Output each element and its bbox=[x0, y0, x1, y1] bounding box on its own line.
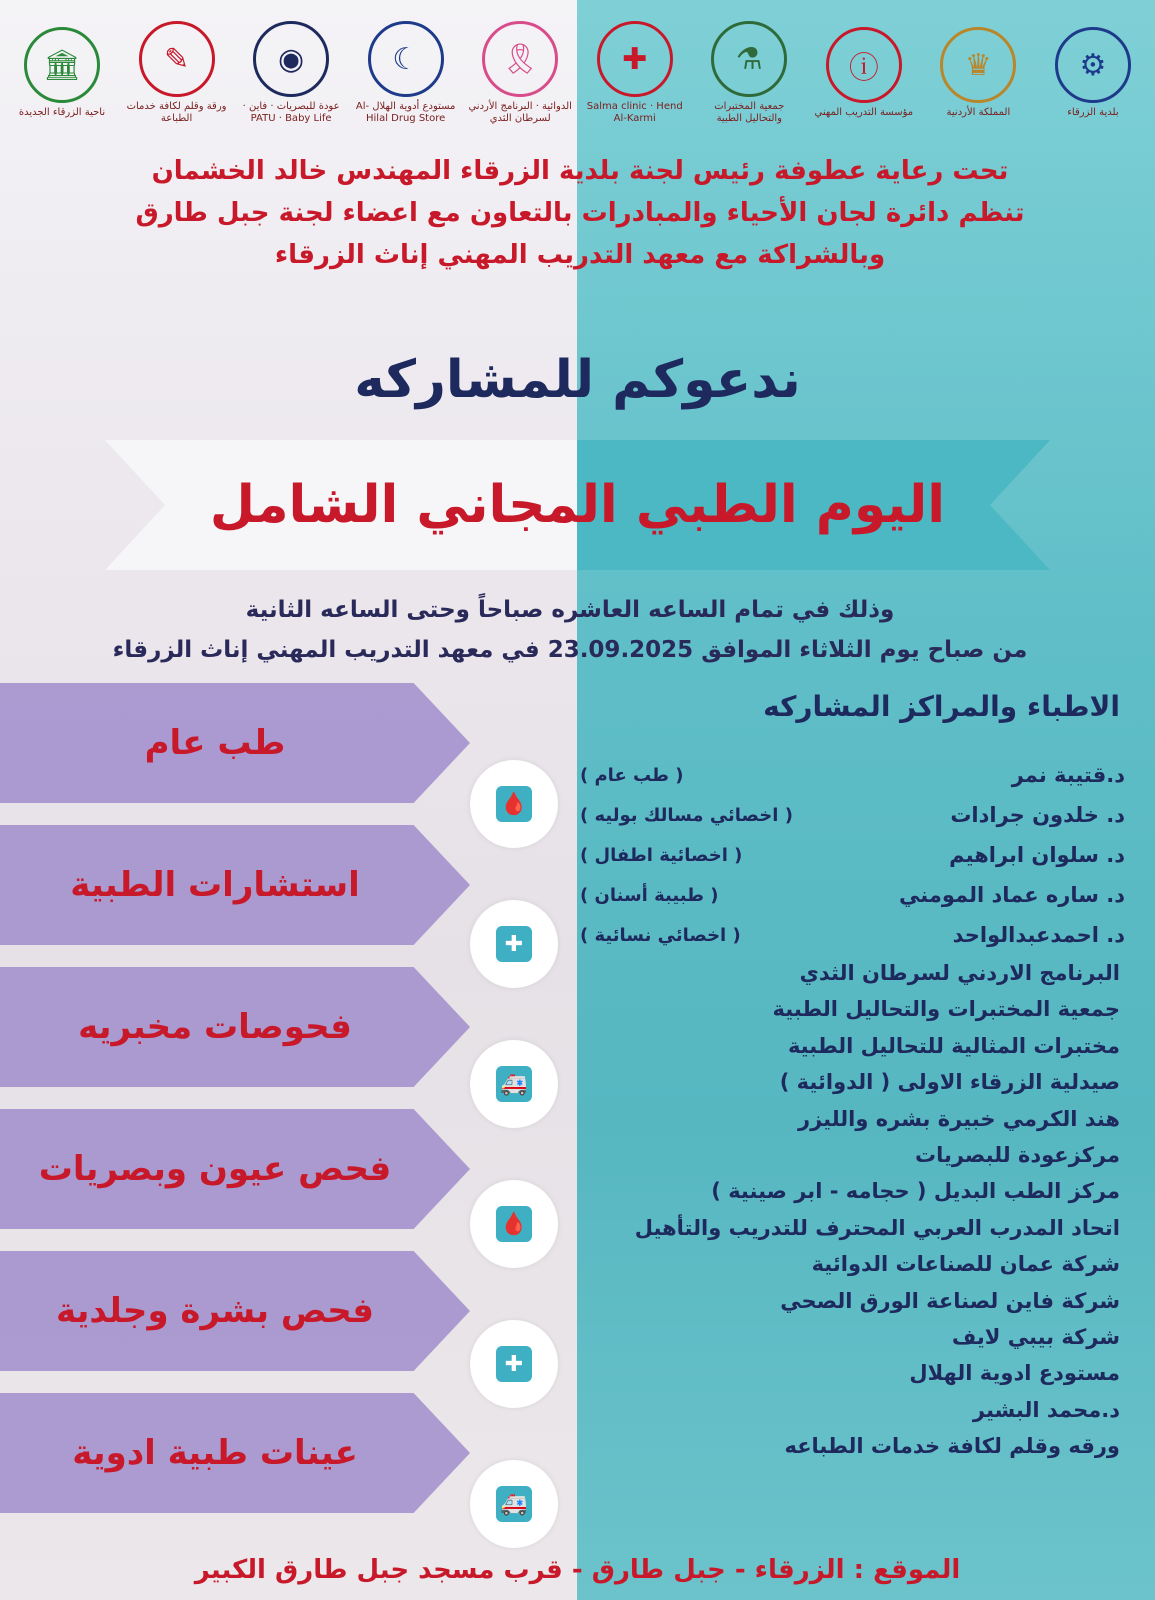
event-time bbox=[80, 590, 1060, 670]
icon-badge bbox=[470, 1320, 558, 1408]
sponsor-caption: ورقة وقلم لكافة خدمات الطباعة bbox=[126, 101, 227, 124]
municipal-building-icon: 🏛 bbox=[24, 27, 100, 103]
sponsor-logo bbox=[468, 18, 572, 128]
sponsor-logo bbox=[812, 18, 916, 128]
doctor-row bbox=[560, 795, 1125, 835]
organization-item: د.محمد البشير bbox=[972, 1397, 1120, 1422]
sponsor-caption: الدوائية · البرنامج الأردني لسرطان الثدي bbox=[468, 101, 572, 124]
service-item bbox=[0, 1109, 470, 1229]
organization-item: جمعية المختبرات والتحاليل الطبية bbox=[772, 997, 1120, 1022]
service-label: فحص عيون وبصريات bbox=[38, 1149, 392, 1189]
doctor-specialty: ( طب عام ) bbox=[580, 764, 684, 786]
doctor-name: د. ساره عماد المومني bbox=[899, 883, 1125, 907]
zarqa-icon: ⚙ bbox=[1055, 27, 1131, 103]
sponsor-logo bbox=[10, 18, 114, 128]
time-line-2: من صباح يوم الثلاثاء الموافق 23.09.2025 في معهد التدريب المهني إناث الزرقاء bbox=[112, 637, 1028, 663]
icons-column bbox=[468, 760, 558, 1600]
organization-item: مركزعودة للبصريات bbox=[915, 1143, 1120, 1168]
organization-item: اتحاد المدرب العربي المحترف للتدريب والتأهيل bbox=[634, 1215, 1120, 1240]
service-label: فحص بشرة وجلدية bbox=[56, 1291, 374, 1331]
organization-item: شركة عمان للصناعات الدوائية bbox=[811, 1252, 1120, 1277]
organization-item: ورقه وقلم لكافة خدمات الطباعه bbox=[784, 1434, 1120, 1459]
sponsor-logo bbox=[1041, 18, 1145, 128]
doctor-specialty: ( اخصائية اطفال ) bbox=[580, 844, 743, 866]
service-item bbox=[0, 683, 470, 803]
sponsor-caption: جمعية المختبرات والتحاليل الطبية bbox=[714, 101, 785, 124]
service-label: طب عام bbox=[144, 723, 286, 763]
sponsor-logo bbox=[926, 18, 1030, 128]
sponsor-caption: Salma clinic · Hend Al-Karmi bbox=[586, 101, 683, 124]
event-title: اليوم الطبي المجاني الشامل bbox=[209, 475, 946, 535]
doctor-name: د. خلدون جرادات bbox=[950, 803, 1125, 827]
ambulance-icon: 🚑 bbox=[496, 1486, 532, 1522]
header-line-1: تحت رعاية عطوفة رئيس لجنة بلدية الزرقاء المهندس خالد الخشمان bbox=[151, 156, 1009, 186]
iv-bag-icon: 🩸 bbox=[496, 1206, 532, 1242]
first-aid-kit-icon: ✚ bbox=[496, 926, 532, 962]
coat-of-arms-icon: ♛ bbox=[940, 27, 1016, 103]
sponsor-caption: مستودع أدوية الهلال Al-Hilal Drug Store bbox=[355, 101, 456, 124]
sponsor-logo bbox=[697, 18, 801, 128]
sponsor-logo bbox=[125, 18, 229, 128]
doctor-row bbox=[560, 835, 1125, 875]
sponsor-logo bbox=[239, 18, 343, 128]
doctor-row bbox=[560, 755, 1125, 795]
sponsor-logos bbox=[10, 8, 1145, 138]
participants-heading: الاطباء والمراكز المشاركه bbox=[763, 690, 1120, 723]
icon-badge bbox=[470, 1460, 558, 1548]
service-label: فحوصات مخبريه bbox=[78, 1007, 352, 1047]
organization-item: شركة بيبي لايف bbox=[951, 1325, 1120, 1350]
doctor-specialty: ( اخصائي نسائية ) bbox=[580, 924, 741, 946]
location-footer: الموقع : الزرقاء - جبل طارق - قرب مسجد جبل طارق الكبير bbox=[194, 1555, 961, 1585]
doctors-list bbox=[560, 755, 1125, 955]
service-item bbox=[0, 967, 470, 1087]
pen-paper-icon: ✎ bbox=[139, 21, 215, 97]
doctor-row bbox=[560, 915, 1125, 955]
header-line-2: تنظم دائرة لجان الأحياء والمبادرات بالتعاون مع اعضاء لجنة جبل طارق bbox=[135, 198, 1025, 228]
organization-item: شركة فاين لصناعة الورق الصحي bbox=[780, 1288, 1120, 1313]
sponsor-caption: المملكة الأردنية bbox=[946, 107, 1011, 118]
header-text bbox=[60, 150, 1100, 276]
doctor-name: د. احمدعبدالواحد bbox=[952, 923, 1125, 947]
service-item bbox=[0, 1251, 470, 1371]
icon-badge bbox=[470, 760, 558, 848]
doctor-name: د. سلوان ابراهيم bbox=[949, 843, 1125, 867]
clinic-icon: ✚ bbox=[597, 21, 673, 97]
doctor-row bbox=[560, 875, 1125, 915]
ambulance-icon: 🚑 bbox=[496, 1066, 532, 1102]
organization-item: مختبرات المثالية للتحاليل الطبية bbox=[787, 1033, 1120, 1058]
time-line-1: وذلك في تمام الساعه العاشره صباحاً وحتى الساعه الثانية bbox=[245, 597, 895, 623]
crescent-icon: ☾ bbox=[368, 21, 444, 97]
organization-item: هند الكرمي خبيرة بشره والليزر bbox=[797, 1106, 1120, 1131]
microscope-icon: ⚗ bbox=[711, 21, 787, 97]
sponsor-logo bbox=[354, 18, 458, 128]
sponsor-caption: عودة للبصريات · فاين · PATU · Baby Life bbox=[242, 101, 340, 124]
title-banner bbox=[105, 440, 1050, 570]
sponsor-logo bbox=[583, 18, 687, 128]
first-aid-kit-icon: ✚ bbox=[496, 1346, 532, 1382]
organization-item: صيدلية الزرقاء الاولى ( الدوائية ) bbox=[779, 1070, 1120, 1095]
sponsor-caption: مؤسسة التدريب المهني bbox=[814, 107, 914, 118]
icon-badge bbox=[470, 900, 558, 988]
vtc-icon: ⓘ bbox=[826, 27, 902, 103]
organizations-list bbox=[600, 955, 1120, 1465]
sponsor-caption: بلدية الزرقاء bbox=[1067, 107, 1119, 118]
header-line-3: وبالشراكة مع معهد التدريب المهني إناث الزرقاء bbox=[274, 240, 886, 270]
icon-badge bbox=[470, 1180, 558, 1268]
invite-heading: ندعوكم للمشاركه bbox=[354, 350, 801, 410]
sponsors-icon: ◉ bbox=[253, 21, 329, 97]
organization-item: البرنامج الاردني لسرطان الثدي bbox=[799, 961, 1120, 985]
service-item bbox=[0, 825, 470, 945]
icon-badge bbox=[470, 1040, 558, 1128]
service-item bbox=[0, 1393, 470, 1513]
service-label: استشارات الطبية bbox=[70, 865, 360, 905]
ribbon-icon: 🎗 bbox=[482, 21, 558, 97]
sponsor-caption: ناحية الزرقاء الجديدة bbox=[18, 107, 106, 118]
iv-bag-icon: 🩸 bbox=[496, 786, 532, 822]
service-label: عينات طبية ادوية bbox=[72, 1433, 358, 1473]
services-list bbox=[0, 683, 470, 1535]
doctor-specialty: ( طبيبة أسنان ) bbox=[580, 884, 719, 906]
doctor-name: د.قتيبة نمر bbox=[1011, 763, 1125, 787]
organization-item: مركز الطب البديل ( حجامه - ابر صينية ) bbox=[711, 1179, 1120, 1204]
organization-item: مستودع ادوية الهلال bbox=[909, 1361, 1120, 1386]
doctor-specialty: ( اخصائي مسالك بوليه ) bbox=[580, 804, 793, 826]
